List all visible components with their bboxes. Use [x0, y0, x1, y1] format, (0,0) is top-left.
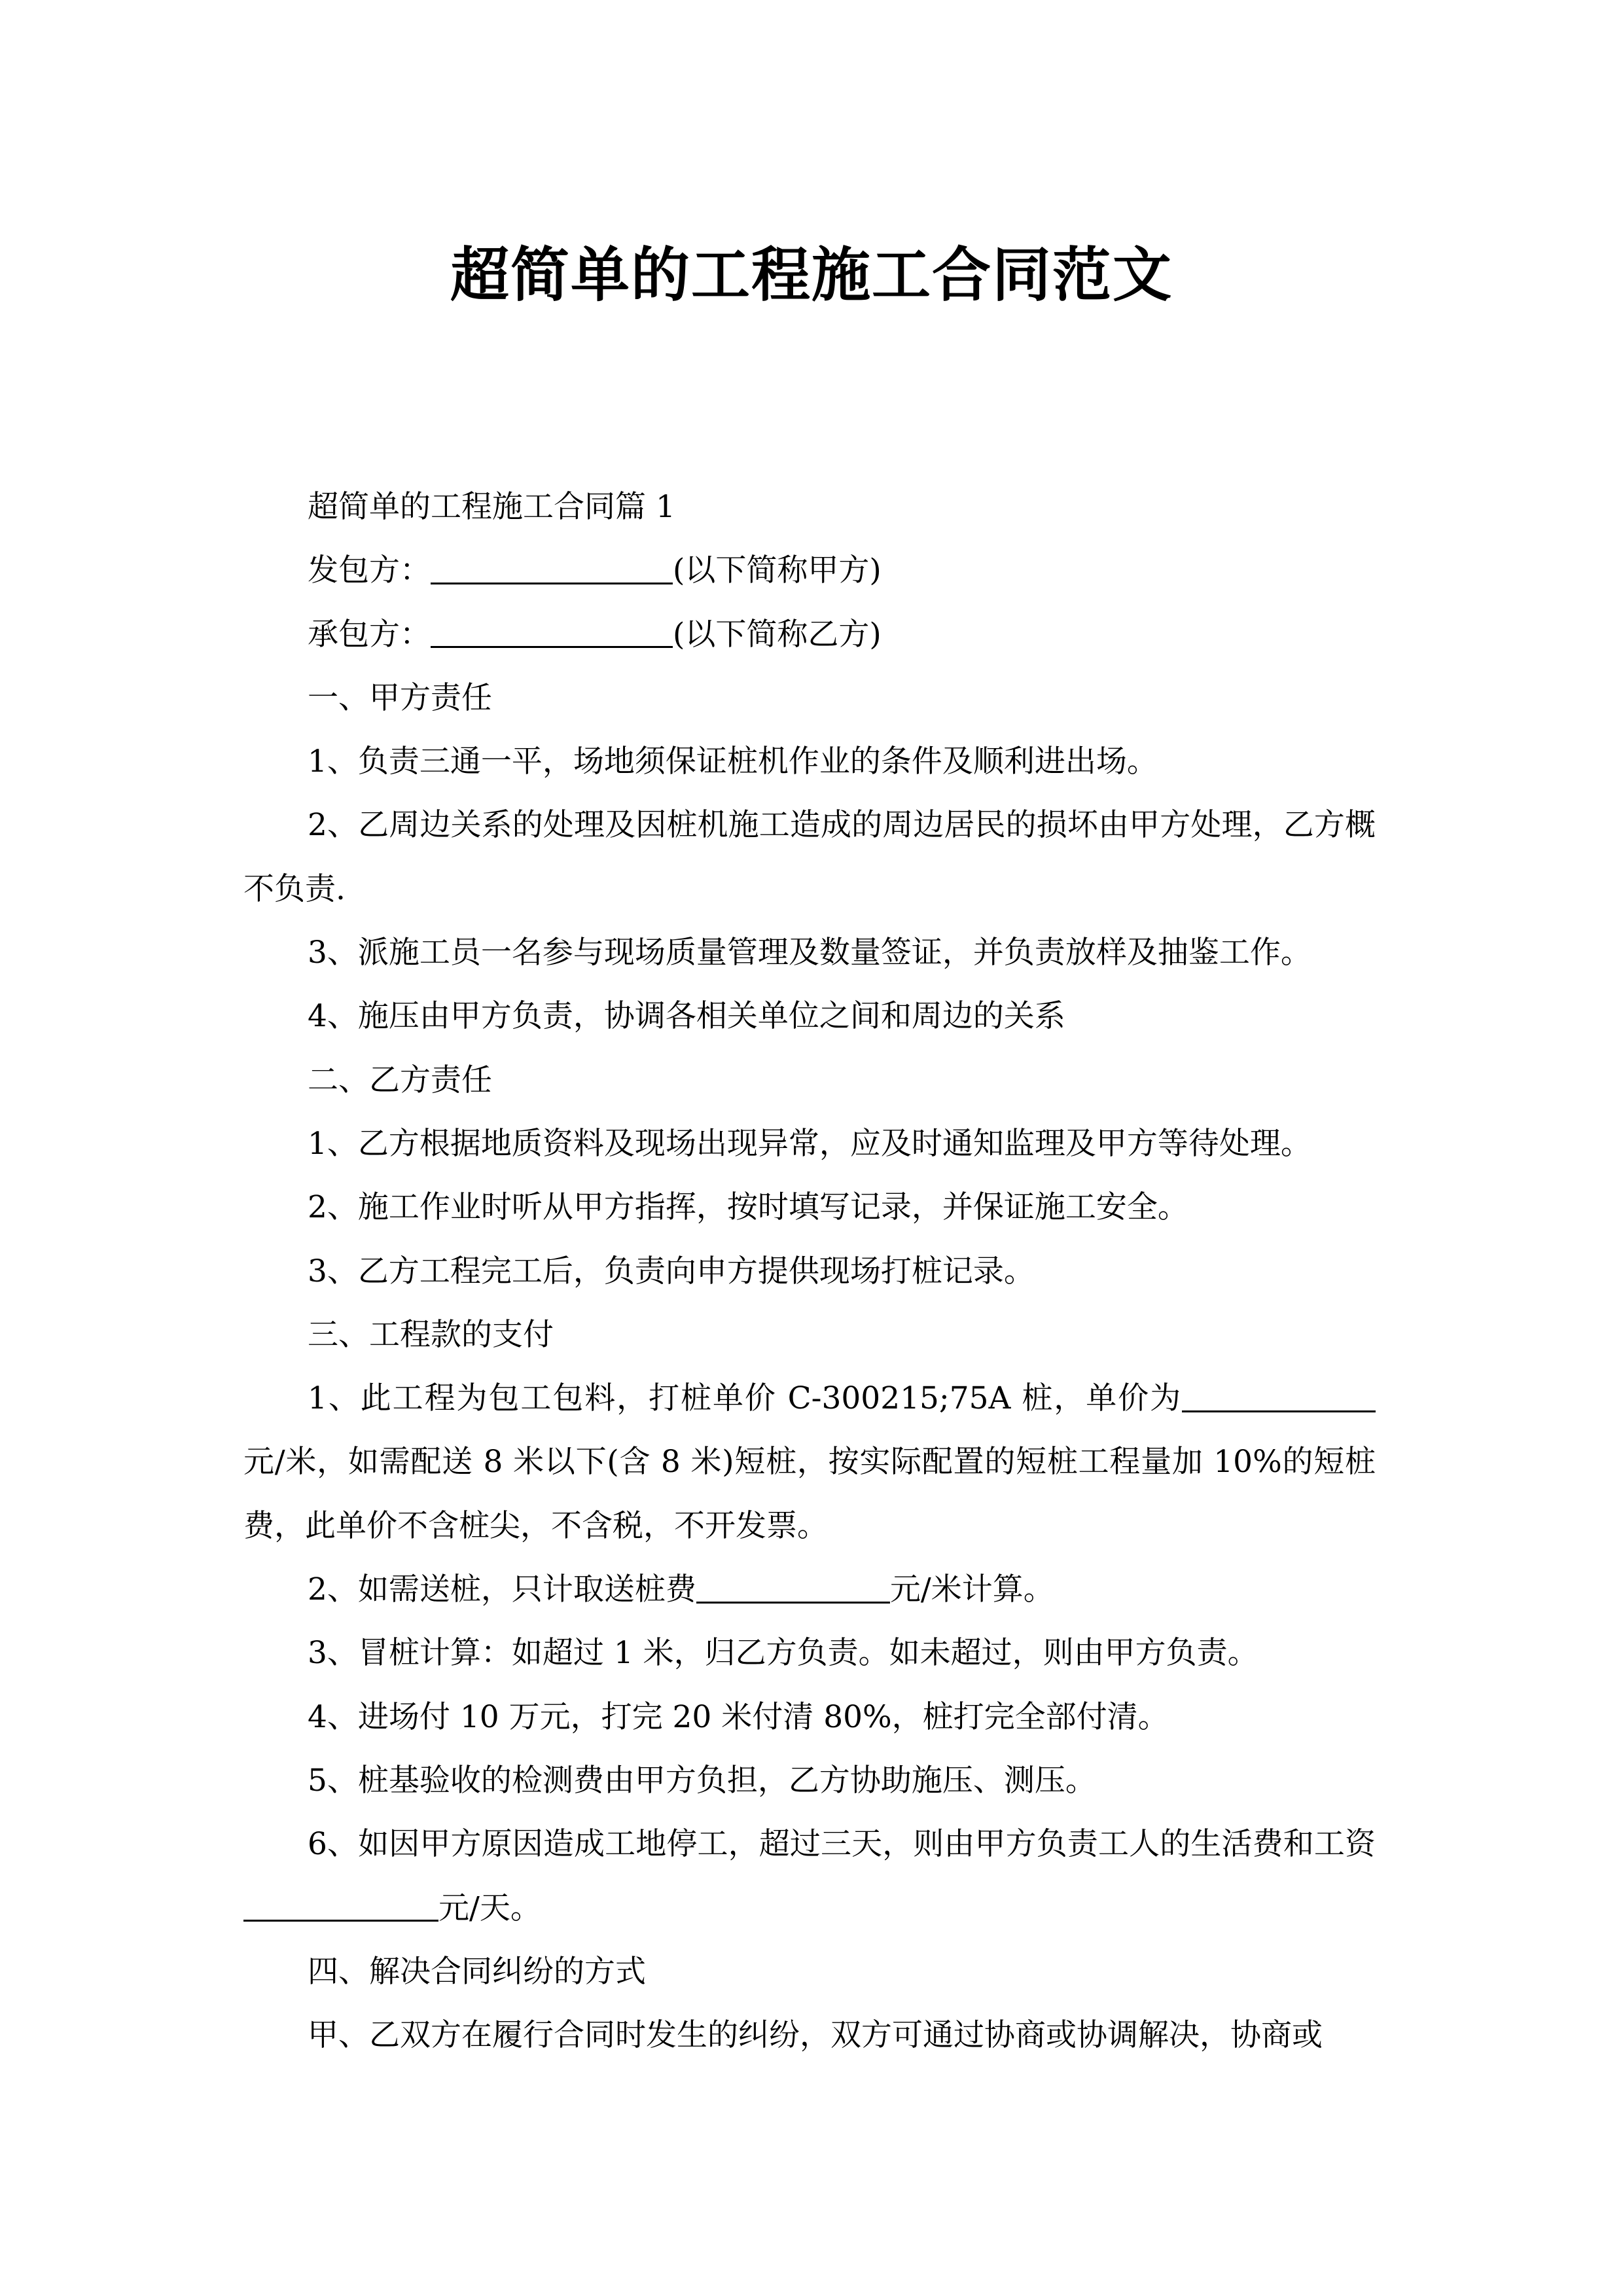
contractor-line — [243, 603, 1376, 666]
part3-item-1-text: 1、此工程为包工包料，打桩单价 C-300215;75A 桩，单价为 — [308, 1380, 1182, 1417]
unit-price-blank-field[interactable] — [1182, 1380, 1376, 1412]
part3-item-1-text-cont: 元/米，如需配送 8 米以下(含 8 米)短桩，按实际配置的短桩工程量加 10%的短桩费，此单价不含桩尖，不含税，不开发票。 — [243, 1444, 1376, 1544]
part3-item-6-text-cont: 元/天。 — [438, 1890, 541, 1926]
part3-item-5: 5、桩基验收的检测费由甲方负担，乙方协助施压、测压。 — [308, 1762, 1096, 1799]
part3-item-2-text: 2、如需送桩，只计取送桩费 — [308, 1571, 696, 1608]
part3-item-1 — [243, 1367, 1376, 1558]
part1-item: 2、乙周边关系的处理及因桩机施工造成的周边居民的损坏由甲方处理，乙方概不负责. — [243, 807, 1376, 907]
employer-label: 发包方： — [308, 552, 431, 589]
section-heading: 超简单的工程施工合同篇 1 — [308, 489, 675, 525]
employer-line — [243, 539, 1376, 602]
contractor-suffix: (以下简称乙方) — [673, 616, 882, 653]
employer-blank-field[interactable] — [431, 552, 673, 584]
part3-item-2 — [243, 1558, 1376, 1621]
contractor-label: 承包方： — [308, 616, 431, 653]
wage-blank-field[interactable] — [243, 1889, 438, 1922]
part1-item: 3、派施工员一名参与现场质量管理及数量签证，并负责放样及抽鉴工作。 — [308, 935, 1311, 971]
contract-body — [243, 475, 1376, 2067]
part1-item: 1、负责三通一平，场地须保证桩机作业的条件及顺利进出场。 — [308, 744, 1158, 780]
part3-heading: 三、工程款的支付 — [308, 1316, 554, 1353]
part3-item-2-text-cont: 元/米计算。 — [889, 1571, 1054, 1608]
part3-item-3: 3、冒桩计算：如超过 1 米，归乙方负责。如未超过，则由甲方负责。 — [308, 1635, 1258, 1672]
part3-item-4: 4、进场付 10 万元，打完 20 米付清 80%，桩打完全部付清。 — [308, 1698, 1169, 1735]
part2-heading: 二、乙方责任 — [308, 1062, 492, 1098]
part2-item: 1、乙方根据地质资料及现场出现异常，应及时通知监理及甲方等待处理。 — [308, 1125, 1311, 1162]
employer-suffix: (以下简称甲方) — [673, 552, 882, 589]
part4-heading: 四、解决合同纠纷的方式 — [308, 1953, 646, 1990]
page-title: 超简单的工程施工合同范文 — [450, 240, 1173, 310]
contractor-blank-field[interactable] — [431, 615, 673, 648]
delivery-fee-blank-field[interactable] — [696, 1571, 890, 1604]
part2-item: 2、施工作业时听从甲方指挥，按时填写记录，并保证施工安全。 — [308, 1189, 1188, 1226]
part3-item-6-text: 6、如因甲方原因造成工地停工，超过三天，则由甲方负责工人的生活费和工资 — [308, 1826, 1376, 1863]
part4-text: 甲、乙双方在履行合同时发生的纠纷，双方可通过协商或协调解决，协商或 — [308, 2017, 1323, 2054]
part2-item: 3、乙方工程完工后，负责向申方提供现场打桩记录。 — [308, 1253, 1035, 1289]
part1-heading: 一、甲方责任 — [308, 679, 492, 716]
part1-item: 4、施压由甲方负责，协调各相关单位之间和周边的关系 — [308, 998, 1065, 1035]
part3-item-6 — [243, 1812, 1376, 1940]
